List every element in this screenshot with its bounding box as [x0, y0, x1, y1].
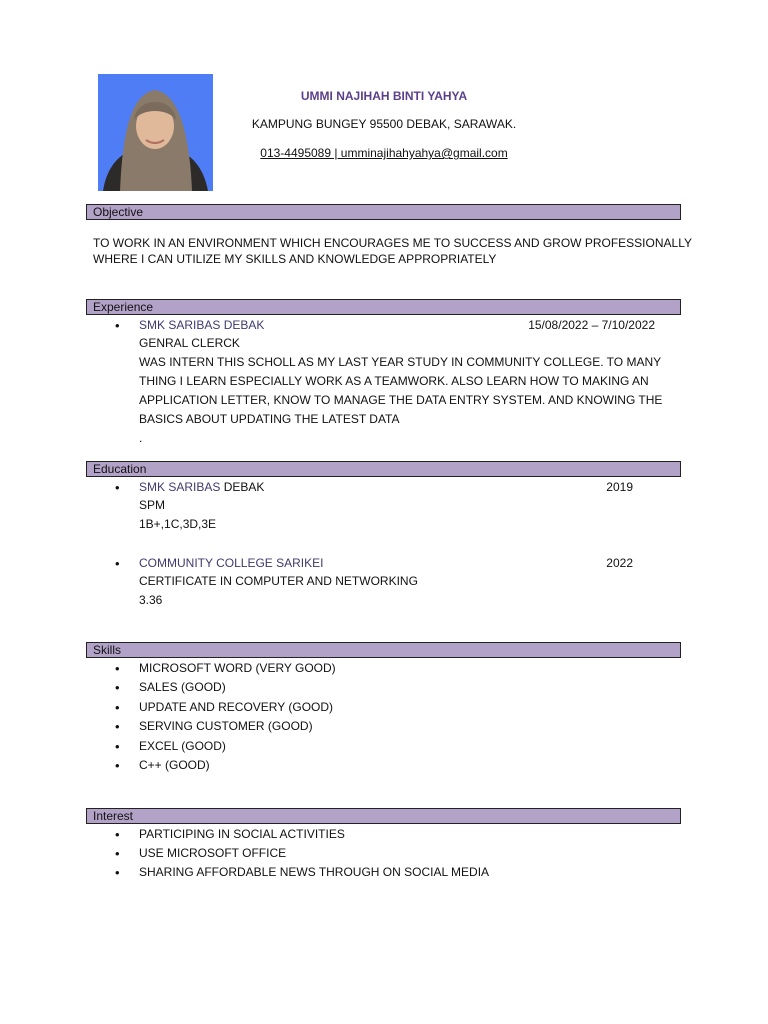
profile-photo — [98, 74, 213, 191]
bullet-icon: • — [115, 758, 120, 773]
bullet-icon: • — [115, 827, 120, 842]
bullet-icon: • — [115, 719, 120, 734]
experience-role: GENRAL CLERCK — [139, 336, 240, 350]
interest-item: PARTICIPING IN SOCIAL ACTIVITIES — [139, 827, 345, 841]
education-org — [139, 554, 323, 573]
education-detail: SPM — [139, 498, 166, 512]
section-header-interest: Interest — [86, 808, 681, 824]
education-year: 2022 — [606, 556, 633, 570]
education-year: 2019 — [606, 480, 633, 494]
skill-item: SERVING CUSTOMER (GOOD) — [139, 719, 313, 733]
section-header-experience: Experience — [86, 299, 681, 315]
section-header-skills: Skills — [86, 642, 681, 658]
experience-dates: 15/08/2022 – 7/10/2022 — [528, 318, 655, 332]
experience-desc-line: WAS INTERN THIS SCHOLL AS MY LAST YEAR STUDY IN COMMUNITY COLLEGE. TO MANY — [139, 355, 662, 369]
skill-item: SALES (GOOD) — [139, 680, 226, 694]
bullet-icon: • — [115, 556, 120, 571]
candidate-contact[interactable]: 013-4495089 | umminajihahyahya@gmail.com — [260, 146, 508, 160]
bullet-icon: • — [115, 739, 120, 754]
objective-text-line: WHERE I CAN UTILIZE MY SKILLS AND KNOWLEDGE APPROPRIATELY — [93, 252, 497, 266]
candidate-name: UMMI NAJIHAH BINTI YAHYA — [300, 89, 468, 103]
experience-desc-line: APPLICATION LETTER, KNOW TO MANAGE THE DATA ENTRY SYSTEM. AND KNOWING THE — [139, 393, 663, 407]
bullet-icon: • — [115, 846, 120, 861]
skill-item: EXCEL (GOOD) — [139, 739, 226, 753]
skill-item: C++ (GOOD) — [139, 758, 210, 772]
bullet-icon: • — [115, 661, 120, 676]
education-org — [139, 478, 264, 497]
education-org-part: DEBAK — [220, 480, 265, 494]
education-detail: 1B+,1C,3D,3E — [139, 517, 217, 531]
experience-desc-line: THING I LEARN ESPECIALLY WORK AS A TEAMWORK. ALSO LEARN HOW TO MAKING AN — [139, 374, 649, 388]
bullet-icon: • — [115, 680, 120, 695]
skill-item: UPDATE AND RECOVERY (GOOD) — [139, 700, 334, 714]
education-detail: 3.36 — [139, 593, 163, 607]
bullet-icon: • — [115, 700, 120, 715]
objective-text-line: TO WORK IN AN ENVIRONMENT WHICH ENCOURAGES ME TO SUCCESS AND GROW PROFESSIONALLY — [93, 236, 692, 250]
section-header-education: Education — [86, 461, 681, 477]
interest-item: SHARING AFFORDABLE NEWS THROUGH ON SOCIAL MEDIA — [139, 865, 490, 879]
bullet-icon: • — [115, 480, 120, 495]
candidate-address: KAMPUNG BUNGEY 95500 DEBAK, SARAWAK. — [251, 117, 517, 131]
education-org-part: COMMUNITY COLLEGE SARIKEI — [139, 556, 324, 570]
bullet-icon: • — [115, 865, 120, 880]
experience-org: SMK SARIBAS DEBAK — [139, 318, 265, 332]
bullet-icon: • — [115, 318, 120, 333]
section-header-objective: Objective — [86, 204, 681, 220]
education-detail: CERTIFICATE IN COMPUTER AND NETWORKING — [139, 574, 418, 588]
education-org-part: SMK SARIBAS — [139, 480, 221, 494]
person-silhouette-icon — [98, 74, 213, 191]
skill-item: MICROSOFT WORD (VERY GOOD) — [139, 661, 336, 675]
experience-desc-line: . — [139, 431, 143, 445]
interest-item: USE MICROSOFT OFFICE — [139, 846, 287, 860]
experience-desc-line: BASICS ABOUT UPDATING THE LATEST DATA — [139, 412, 400, 426]
